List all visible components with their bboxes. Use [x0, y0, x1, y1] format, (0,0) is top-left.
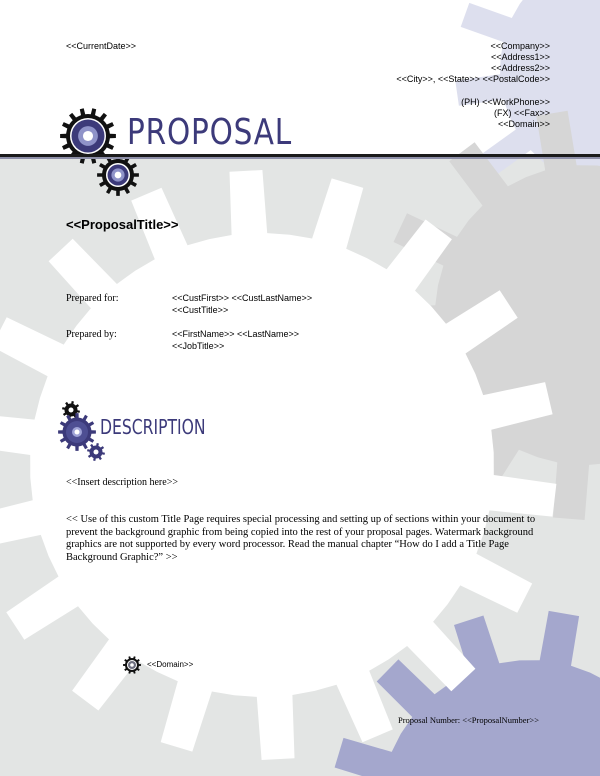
desc-mid-gear-hub [75, 430, 80, 435]
fax-field: (FX) <<Fax>> [493, 108, 550, 118]
customer-title-field: <<CustTitle>> [172, 305, 229, 315]
desc-bottom-gear-hub [94, 450, 99, 455]
prepared-by-label: Prepared by: [66, 329, 117, 340]
description-placeholder: <<Insert description here>> [66, 477, 178, 488]
description-heading: DESCRIPTION [100, 415, 206, 439]
work-phone-field: (PH) <<WorkPhone>> [461, 97, 550, 107]
company-field: <<Company>> [490, 41, 550, 51]
address1-field: <<Address1>> [490, 52, 550, 62]
proposal-title-field: <<ProposalTitle>> [66, 217, 179, 232]
proposal-heading: PROPOSAL [127, 112, 293, 153]
address2-field: <<Address2>> [490, 63, 550, 73]
gear-icon [122, 655, 142, 675]
customer-name-field: <<CustFirst>> <<CustLastName>> [172, 293, 313, 303]
footer-domain-field: <<Domain>> [147, 660, 194, 669]
header-rule-shadow [0, 157, 600, 159]
current-date-field: <<CurrentDate>> [66, 41, 137, 51]
city-state-postal-field: <<City>>, <<State>> <<PostalCode>> [396, 74, 550, 84]
proposal-number-field: Proposal Number: <<ProposalNumber>> [398, 715, 539, 725]
desc-top-gear-hub [69, 408, 74, 413]
logo-small-gear-hub [115, 172, 122, 179]
logo-big-gear-hub [83, 131, 93, 141]
author-name-field: <<FirstName>> <<LastName>> [172, 329, 300, 339]
domain-field: <<Domain>> [497, 119, 550, 129]
prepared-for-label: Prepared for: [66, 293, 119, 304]
description-note: << Use of this custom Title Page requires special processing and setting up of sections within your document to prevent the background graphic from being copied into the rest of your proposal pages. Watermark background graphics are not supported by every word processor. Read the manual chapter “How do I add a Title Page Background Graphic?” >> [66, 514, 536, 563]
author-title-field: <<JobTitle>> [172, 341, 225, 351]
footer-gear-hub [130, 663, 134, 667]
